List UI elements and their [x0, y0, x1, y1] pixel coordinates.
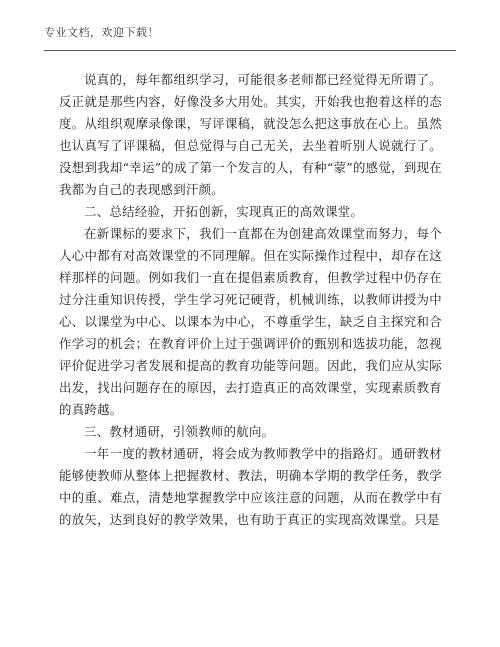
- section-heading-2: 二、总结经验，开拓创新，实现真正的高效课堂。: [84, 204, 364, 219]
- paragraph-reflection: 说真的，每年都组织学习，可能很多老师都已经觉得无所谓了。反正就是那些内容，好像没多大用处。其实，开始我也抱着这样的态度。从组织观摩录像课，写评课稿，就没怎么把这事放在心上。虽然也认真写了评课稿，但总觉得与自己无关，去坐着听别人说就行了。没想到我却“幸运”的成了第一个发言的人，有种“蒙”的感觉，到现在我都为自己的表现感到汗颜。: [59, 72, 442, 197]
- section-heading-3: 三、教材通研，引领教师的航向。: [84, 424, 275, 439]
- paragraph-efficient-classroom: 在新课标的要求下，我们一直都在为创建高效课堂而努力，每个人心中都有对高效课堂的不同理解。但在实际操作过程中，却存在这样那样的问题。例如我们一直在提倡素质教育，但教学过程中仍存在过分注重知识传授，学生学习死记硬背，机械训练，以教师讲授为中心、以课堂为中心、以课本为中心，不尊重学生，缺乏自主探究和合作学习的机会；在教育评价上过于强调评价的甄别和选拔功能，忽视评价促进学习者发展和提高的教育功能等问题。因此，我们应从实际出发，找出问题存在的原因，去打造真正的高效课堂，实现素质教育的真跨越。: [59, 226, 442, 417]
- document-body: [59, 69, 442, 531]
- paragraph-textbook-study: 一年一度的教材通研，将会成为教师教学中的指路灯。通研教材能够使教师从整体上把握教材、教法，明确本学期的教学任务，教学中的重、难点，清楚地掌握教学中应该注意的问题，从而在教学中有的放矢，达到良好的教学效果，也有助于真正的实现高效课堂。只是: [59, 446, 442, 527]
- header-divider: [44, 50, 456, 51]
- page-header: 专业文档，欢迎下载！: [44, 26, 159, 39]
